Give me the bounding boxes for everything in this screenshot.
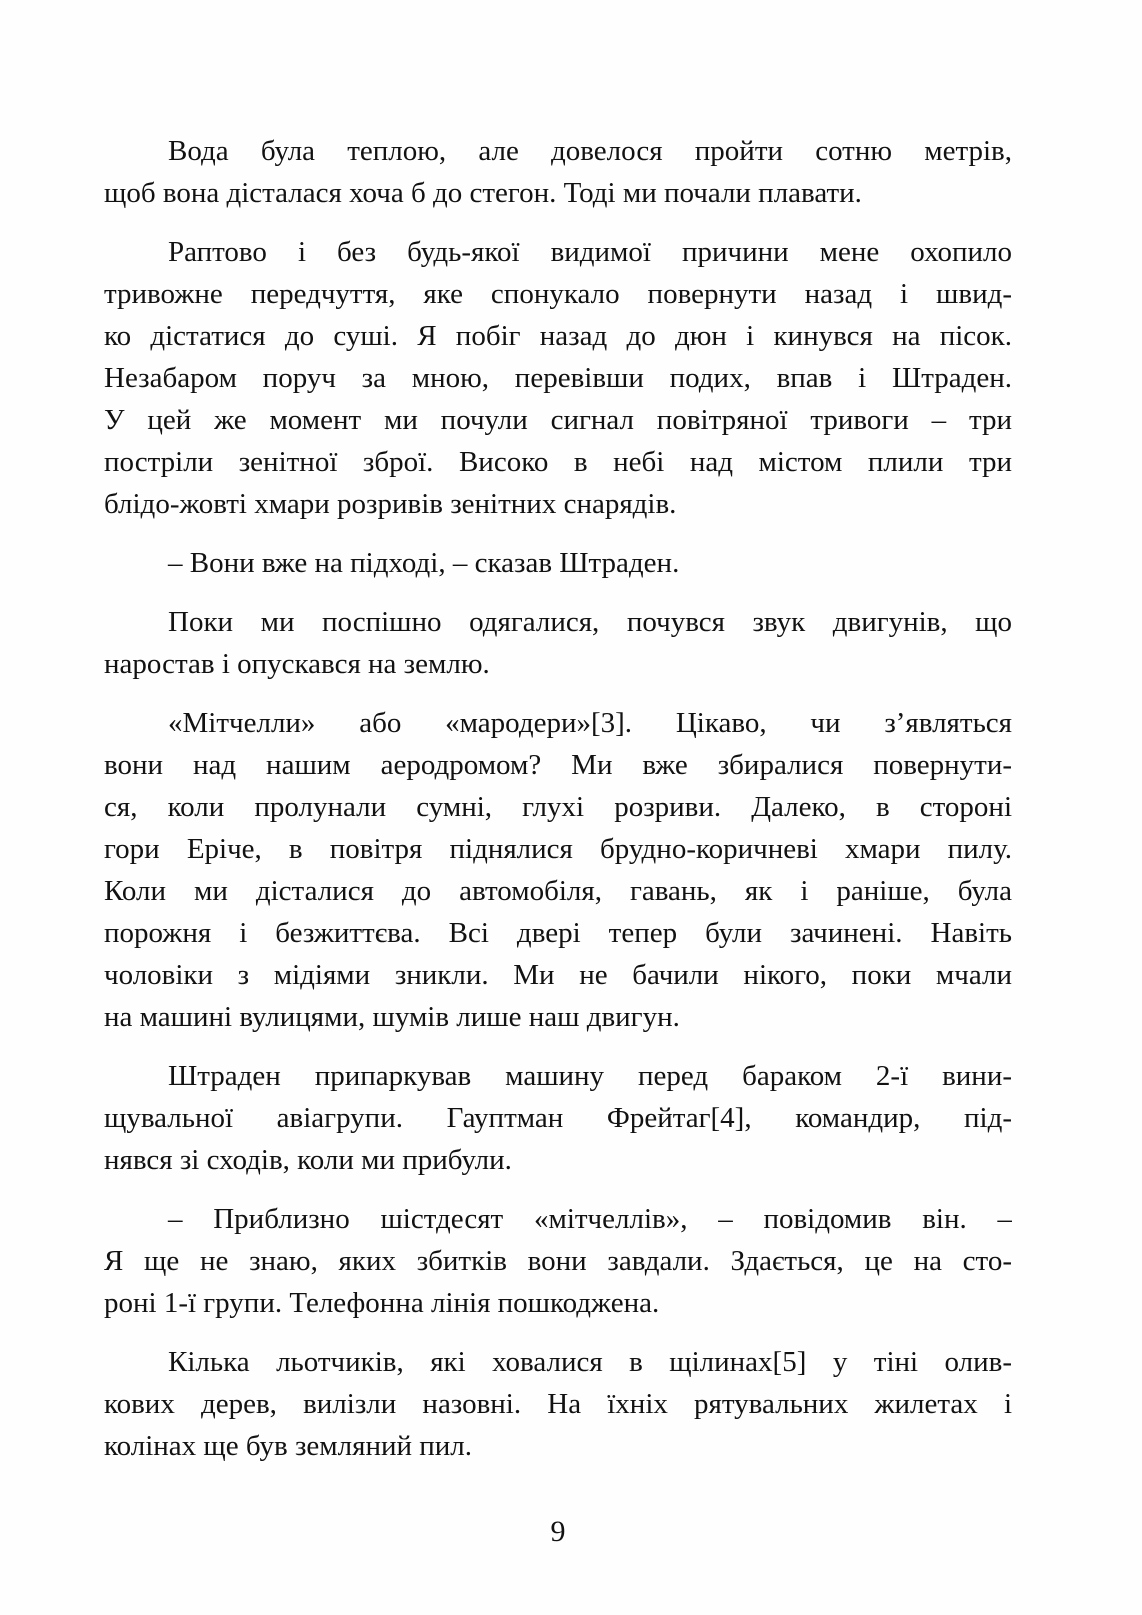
text-line: чоловіки з мідіями зникли. Ми не бачили нікого, поки мчали <box>104 959 1012 991</box>
text-line: вони над нашим аеродромом? Ми вже збиралися повернути- <box>104 749 1012 781</box>
paragraph <box>104 542 1012 584</box>
text-line: Я ще не знаю, яких збитків вони завдали. Здається, це на сто- <box>104 1245 1012 1277</box>
text-line: кових дерев, вилізли назовні. На їхніх рятувальних жилетах і <box>104 1388 1012 1420</box>
text-line: постріли зенітної зброї. Високо в небі над містом плили три <box>104 446 1012 478</box>
text-line: порожня і безжиттєва. Всі двері тепер були зачинені. Навіть <box>104 917 1012 949</box>
text-line: Вода була теплою, але довелося пройти сотню метрів, <box>168 135 1012 167</box>
paragraph <box>104 1341 1012 1467</box>
text-block <box>104 130 1012 1484</box>
text-line: – Вони вже на підході, – сказав Штраден. <box>168 547 680 579</box>
text-line: Коли ми дісталися до автомобіля, гавань, як і раніше, була <box>104 875 1012 907</box>
paragraph <box>104 1198 1012 1324</box>
text-line: ко дістатися до суші. Я побіг назад до дюн і кинувся на пісок. <box>104 320 1012 352</box>
text-line: на машині вулицями, шумів лише наш двигун. <box>104 1001 680 1033</box>
text-line: Штраден припаркував машину перед бараком 2-ї вини- <box>168 1060 1012 1092</box>
text-line: Незабаром поруч за мною, перевівши подих, впав і Штраден. <box>104 362 1012 394</box>
paragraph <box>104 1055 1012 1181</box>
text-line: У цей же момент ми почули сигнал повітряної тривоги – три <box>104 404 1012 436</box>
text-line: Раптово і без будь-якої видимої причини мене охопило <box>168 236 1012 268</box>
paragraph <box>104 601 1012 685</box>
paragraph <box>104 231 1012 525</box>
text-line: Поки ми поспішно одягалися, почувся звук двигунів, що <box>168 606 1012 638</box>
text-line: наростав і опускався на землю. <box>104 648 490 680</box>
text-line: – Приблизно шістдесят «мітчеллів», – повідомив він. – <box>168 1203 1012 1235</box>
text-line: Кілька льотчиків, які ховалися в щілинах[5] у тіні олив- <box>168 1346 1012 1378</box>
text-line: гори Еріче, в повітря піднялися брудно-коричневі хмари пилу. <box>104 833 1012 865</box>
paragraph <box>104 130 1012 214</box>
page-number: 9 <box>550 1515 566 1548</box>
text-line: щоб вона дісталася хоча б до стегон. Тоді ми почали плавати. <box>104 177 862 209</box>
paragraph <box>104 702 1012 1038</box>
text-line: щувальної авіагрупи. Гауптман Фрейтаг[4], командир, під- <box>104 1102 1012 1134</box>
text-line: роні 1-ї групи. Телефонна лінія пошкоджена. <box>104 1287 660 1319</box>
text-line: «Мітчелли» або «мародери»[3]. Цікаво, чи з’являться <box>168 707 1012 739</box>
text-line: тривожне передчуття, яке спонукало повернути назад і швид- <box>104 278 1012 310</box>
text-line: блідо-жовті хмари розривів зенітних снарядів. <box>104 488 677 520</box>
text-line: ся, коли пролунали сумні, глухі розриви. Далеко, в стороні <box>104 791 1012 823</box>
text-line: колінах ще був земляний пил. <box>104 1430 473 1462</box>
text-line: нявся зі сходів, коли ми прибули. <box>104 1144 512 1176</box>
